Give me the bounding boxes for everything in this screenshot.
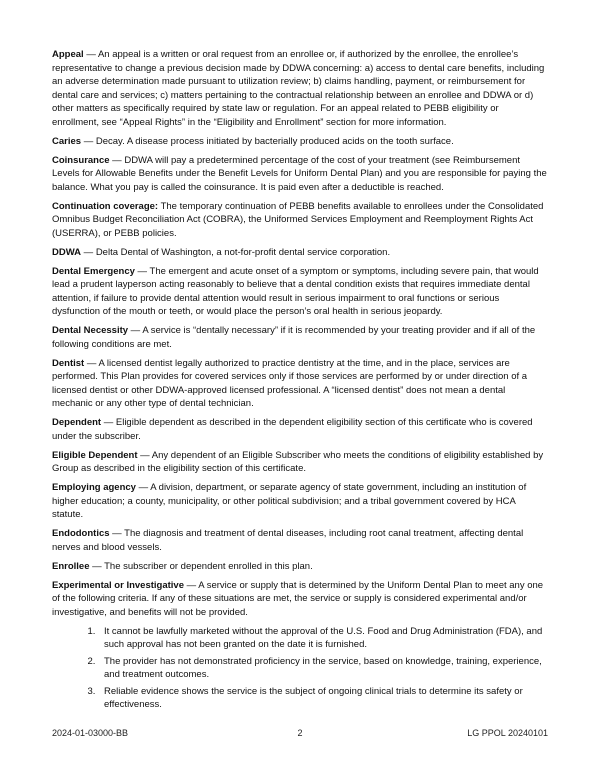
term-separator: — (184, 579, 199, 591)
definition-dentist (52, 357, 548, 411)
term-separator: — (84, 357, 99, 369)
definition-dental-necessity (52, 324, 548, 351)
definition-eligible-dependent (52, 449, 548, 476)
footer-policy-code: LG PPOL 20240101 (467, 728, 548, 738)
definition-employing-agency (52, 481, 548, 522)
definition-body: Any dependent of an Eligible Subscriber who meets the conditions of eligibility established by Group as described in the eligibility section of this certificate. (52, 449, 544, 474)
definition-continuation-coverage (52, 200, 548, 241)
definition-body: An appeal is a written or oral request from an enrollee or, if authorized by the enrollee, the enrollee’s representative to change a previous decision made by DDWA concerning: a) access to dental care benefits, including an adverse determination made pursuant to utilization review; b) claims handling, payment, or reimbursement for dental care and services; c) matters pertaining to the contractual relationship between an enrollee and DDWA or d) other matters as specifically required by state law or regulation. For an appeal related to PEBB eligibility or enrollment, see “Appeal Rights” in the “Eligibility and Enrollment” section for more information. (52, 49, 545, 128)
term-separator: — (128, 325, 143, 336)
definition-enrollee (52, 560, 548, 574)
definition-caries (52, 135, 548, 149)
definition-body: The emergent and acute onset of a symptom or symptoms, including severe pain, that would lead a prudent layperson acting reasonably to believe that a dental condition exists that requires immediate dental attention, if failure to provide dental attention would result in serious impairment to oral functions or serious dysfunction of the mouth or teeth, or would place the person’s oral health in serious jeopardy. (52, 265, 539, 317)
term-separator: — (89, 560, 105, 572)
definition-body: The subscriber or dependent enrolled in this plan. (104, 560, 313, 572)
definition-body: A service or supply that is determined by the Uniform Dental Plan to meet any one of the following criteria. If any of these situations are met, the service or supply is considered experimental and/or investigative, and benefits will not be provided. (52, 579, 544, 618)
definition-body: The temporary continuation of PEBB benefits available to enrollees under the Consolidated Omnibus Budget Reconciliation Act (COBRA), the Uniformed Services Employment and Reemployment Rights Act (USERRA), or PEBB policies. (52, 200, 544, 239)
term-ddwa: DDWA (52, 246, 82, 258)
experimental-criteria-list (52, 625, 548, 712)
definition-dental-emergency (52, 265, 548, 319)
term-separator: — (135, 482, 151, 493)
definition-body: A division, department, or separate agency of state government, including an institution of higher education; a county, municipality, or other political subdivision; and a tribal government covered by HCA statute. (52, 482, 527, 520)
definition-body: A service is “dentally necessary” if it is recommended by your treating provider and if all of the following conditions are met. (52, 325, 536, 350)
definition-endodontics (52, 527, 548, 554)
term-separator: — (81, 135, 96, 147)
definition-coinsurance (52, 154, 548, 195)
definition-body: Eligible dependent as described in the dependent eligibility section of this certificate who is covered under the subscriber. (52, 417, 533, 442)
term-separator: — (81, 246, 96, 258)
footer-document-code: 2024-01-03000-BB (52, 728, 129, 738)
term-separator: — (109, 154, 125, 166)
term-enrollee: Enrollee (52, 560, 90, 572)
term-endodontics: Endodontics (52, 528, 110, 539)
definition-ddwa (52, 246, 548, 260)
term-separator: — (134, 265, 150, 277)
term-coinsurance: Coinsurance (52, 154, 110, 166)
definition-appeal (52, 48, 548, 129)
criteria-item-2: 2. The provider has not demonstrated proficiency in the service, based on knowledge, training, experience, and treatment outcomes. (98, 655, 548, 682)
term-dentist: Dentist (52, 357, 85, 369)
definitions-section (52, 48, 548, 715)
term-continuation-coverage: Continuation coverage: (52, 200, 159, 212)
term-eligible-dependent: Eligible Dependent (52, 449, 138, 461)
definition-body: Delta Dental of Washington, a not-for-profit dental service corporation. (95, 246, 391, 258)
term-dependent: Dependent (52, 417, 102, 428)
term-caries: Caries (52, 135, 82, 147)
definition-body: Decay. A disease process initiated by bacterially produced acids on the tooth surface. (95, 135, 454, 147)
term-employing-agency: Employing agency (52, 482, 136, 493)
criteria-item-1: 1. It cannot be lawfully marketed without the approval of the U.S. Food and Drug Administration (FDA), and such approval has not been granted on the date it is furnished. (98, 625, 548, 652)
term-separator: — (137, 449, 152, 461)
term-separator: — (109, 528, 125, 539)
definition-dependent (52, 416, 548, 443)
term-dental-emergency: Dental Emergency (52, 265, 135, 277)
footer-page-number: 2 (297, 728, 303, 738)
criteria-item-3: 3. Reliable evidence shows the service is the subject of ongoing clinical trials to determine its safety or effectiveness. (98, 685, 548, 712)
definition-body: The diagnosis and treatment of dental diseases, including root canal treatment, affecting dental nerves and blood vessels. (52, 528, 524, 553)
term-experimental-or-investigative: Experimental or Investigative (52, 579, 184, 591)
term-dental-necessity: Dental Necessity (52, 325, 129, 336)
term-appeal: Appeal (52, 49, 84, 60)
definition-experimental-or-investigative (52, 579, 548, 620)
term-separator: — (101, 417, 116, 428)
definition-body: DDWA will pay a predetermined percentage of the cost of your treatment (see Reimbursement Levels for Allowable Benefits under the Benefit Levels for Uniform Dental Plan) and you are responsible for paying the balance. What you pay is called the coinsurance. It is paid even after a deductible is reached. (52, 154, 547, 193)
definition-body: A licensed dentist legally authorized to practice dentistry at the time, and in the place, services are performed. This Plan provides for covered services only if those services are performed by or under direction of a licensed dentist or other DDWA-approved licensed professional. A “licensed dentist” does not mean a dental mechanic or any other type of dental technician. (52, 357, 528, 409)
term-separator: — (83, 49, 98, 60)
